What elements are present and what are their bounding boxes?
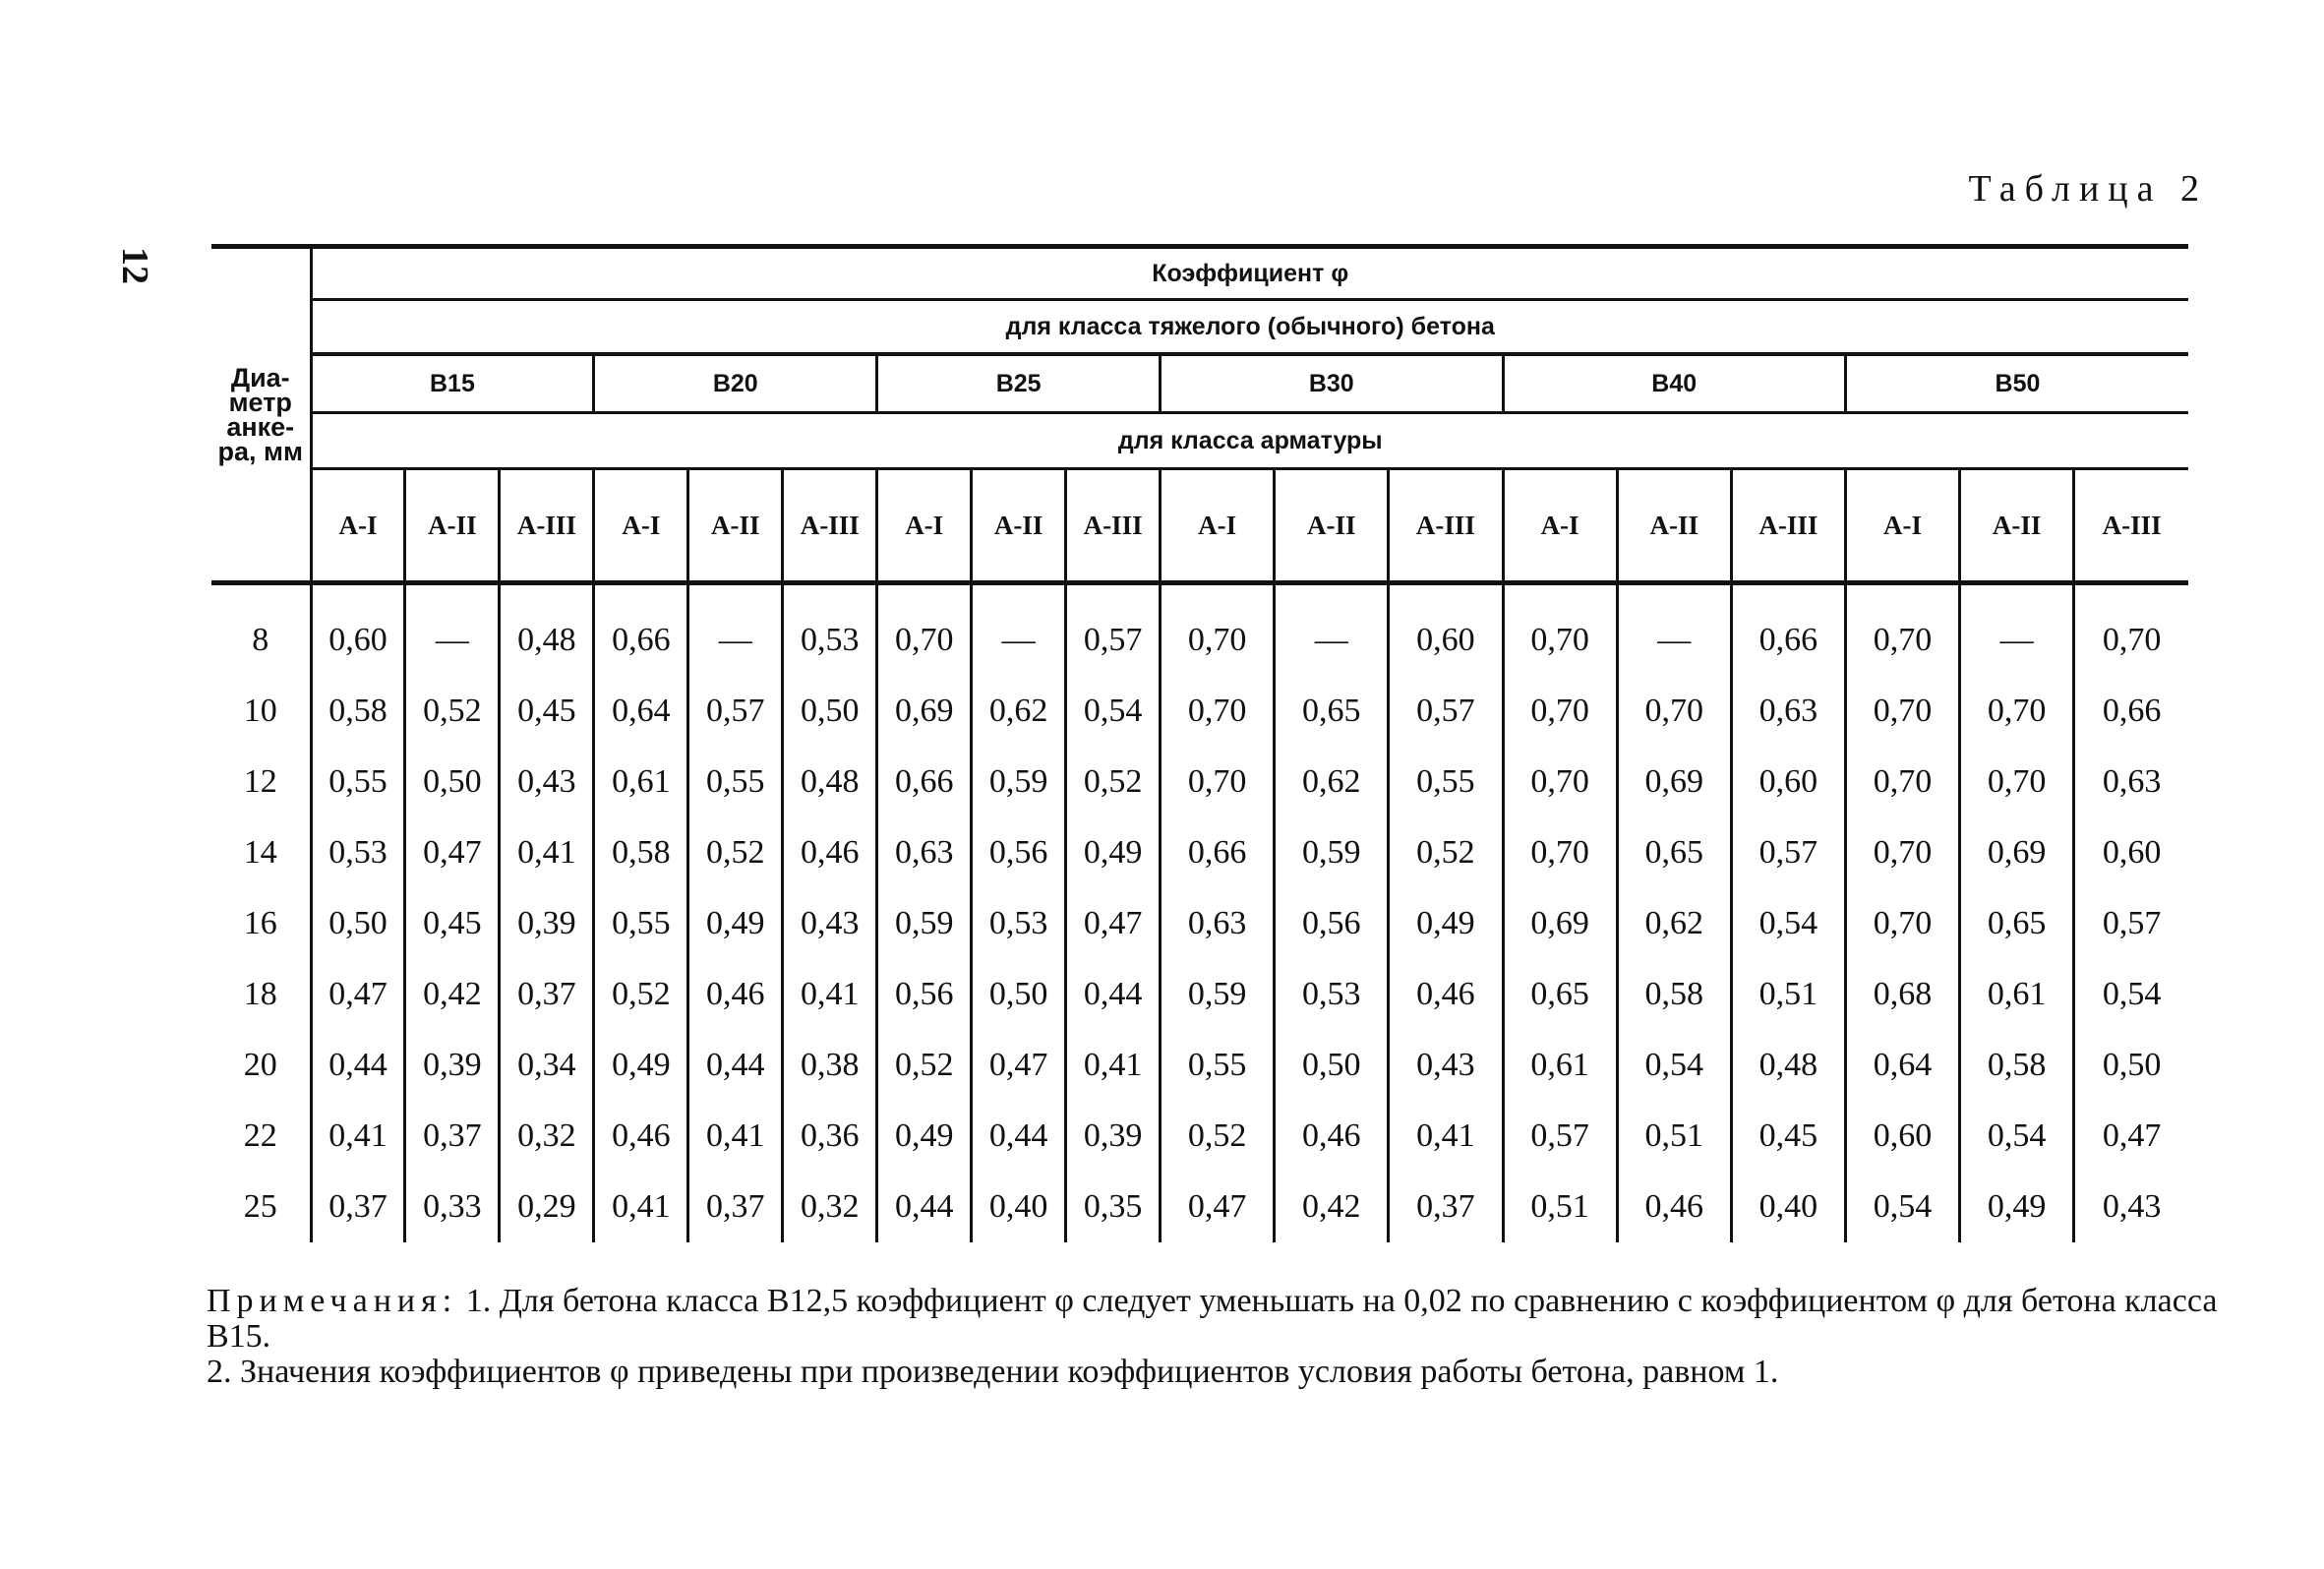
concrete-grade-b30: B30 — [1161, 354, 1503, 413]
table-row — [211, 1030, 2188, 1101]
value-cell: 0,47 — [2074, 1101, 2188, 1172]
value-cell: 0,41 — [594, 1172, 688, 1242]
rebar-class-cell: A-I — [877, 469, 972, 583]
table-row — [211, 817, 2188, 888]
value-cell: 0,47 — [311, 959, 405, 1030]
rebar-class-cell: A-I — [1845, 469, 1959, 583]
value-cell: 0,55 — [311, 747, 405, 817]
value-cell: 0,70 — [1617, 676, 1731, 747]
rebar-class-cell: A-III — [500, 469, 594, 583]
value-cell: 0,69 — [877, 676, 972, 747]
value-cell: 0,69 — [1617, 747, 1731, 817]
value-cell: 0,48 — [500, 585, 594, 676]
value-cell: 0,43 — [783, 888, 877, 959]
table-row — [211, 747, 2188, 817]
value-cell: 0,36 — [783, 1101, 877, 1172]
diameter-header: Диа- метр анке- ра, мм — [211, 249, 311, 583]
value-cell: 0,56 — [972, 817, 1066, 888]
value-cell: 0,41 — [1389, 1101, 1503, 1172]
value-cell: — — [688, 585, 783, 676]
rebar-class-cell: A-II — [1275, 469, 1389, 583]
page-number: 12 — [114, 247, 155, 284]
rebar-class-header: для класса арматуры — [311, 413, 2188, 469]
value-cell: 0,48 — [1731, 1030, 1845, 1101]
value-cell: 0,43 — [1389, 1030, 1503, 1101]
value-cell: 0,51 — [1503, 1172, 1617, 1242]
concrete-grade-b50: B50 — [1845, 354, 2188, 413]
value-cell: 0,70 — [1960, 676, 2074, 747]
value-cell: 0,44 — [311, 1030, 405, 1101]
value-cell: 0,49 — [1960, 1172, 2074, 1242]
value-cell: 0,46 — [783, 817, 877, 888]
value-cell: 0,70 — [1845, 676, 1959, 747]
value-cell: 0,52 — [1066, 747, 1161, 817]
value-cell: 0,43 — [2074, 1172, 2188, 1242]
concrete-grade-b15: B15 — [311, 354, 594, 413]
value-cell: 0,59 — [1275, 817, 1389, 888]
coefficient-header: Коэффициент φ — [311, 249, 2188, 300]
value-cell: 0,47 — [405, 817, 500, 888]
value-cell: 0,49 — [688, 888, 783, 959]
value-cell: 0,44 — [972, 1101, 1066, 1172]
rebar-class-cell: A-II — [1960, 469, 2074, 583]
value-cell: 0,70 — [1503, 747, 1617, 817]
table-body — [211, 585, 2188, 1242]
value-cell: 0,44 — [688, 1030, 783, 1101]
value-cell: 0,56 — [1275, 888, 1389, 959]
value-cell: 0,65 — [1960, 888, 2074, 959]
value-cell: 0,44 — [1066, 959, 1161, 1030]
value-cell: 0,63 — [1161, 888, 1275, 959]
value-cell: 0,37 — [405, 1101, 500, 1172]
value-cell: 0,41 — [688, 1101, 783, 1172]
value-cell: 0,37 — [1389, 1172, 1503, 1242]
table-row — [211, 888, 2188, 959]
value-cell: 0,42 — [1275, 1172, 1389, 1242]
diameter-cell: 22 — [243, 1117, 277, 1154]
diameter-cell: 8 — [252, 622, 269, 658]
value-cell: 0,66 — [877, 747, 972, 817]
value-cell: 0,47 — [1161, 1172, 1275, 1242]
value-cell: 0,47 — [972, 1030, 1066, 1101]
value-cell: 0,70 — [1161, 676, 1275, 747]
rebar-class-cell: A-II — [688, 469, 783, 583]
value-cell: 0,69 — [1960, 817, 2074, 888]
value-cell: 0,49 — [1066, 817, 1161, 888]
table-header — [211, 247, 2188, 586]
value-cell: 0,49 — [594, 1030, 688, 1101]
value-cell: 0,55 — [1389, 747, 1503, 817]
value-cell: 0,59 — [877, 888, 972, 959]
value-cell: 0,54 — [1617, 1030, 1731, 1101]
value-cell: 0,70 — [1845, 817, 1959, 888]
value-cell: 0,53 — [972, 888, 1066, 959]
value-cell: 0,35 — [1066, 1172, 1161, 1242]
value-cell: 0,40 — [1731, 1172, 1845, 1242]
rebar-class-cell: A-II — [405, 469, 500, 583]
notes — [207, 1284, 2223, 1390]
concrete-grade-b25: B25 — [877, 354, 1161, 413]
value-cell: 0,39 — [1066, 1101, 1161, 1172]
value-cell: 0,50 — [783, 676, 877, 747]
value-cell: 0,62 — [1617, 888, 1731, 959]
value-cell: 0,59 — [972, 747, 1066, 817]
value-cell: 0,42 — [405, 959, 500, 1030]
value-cell: 0,70 — [1845, 585, 1959, 676]
value-cell: 0,65 — [1617, 817, 1731, 888]
value-cell: 0,60 — [1731, 747, 1845, 817]
value-cell: 0,55 — [688, 747, 783, 817]
concrete-class-header: для класса тяжелого (обычного) бетона — [311, 300, 2188, 355]
rebar-class-cell: A-III — [1066, 469, 1161, 583]
rebar-class-cell: A-III — [2074, 469, 2188, 583]
value-cell: 0,64 — [594, 676, 688, 747]
diameter-cell: 25 — [243, 1188, 277, 1225]
value-cell: 0,57 — [2074, 888, 2188, 959]
rebar-class-cell: A-III — [1389, 469, 1503, 583]
value-cell: 0,32 — [783, 1172, 877, 1242]
value-cell: 0,46 — [594, 1101, 688, 1172]
value-cell: 0,55 — [594, 888, 688, 959]
value-cell: 0,56 — [877, 959, 972, 1030]
value-cell: 0,53 — [783, 585, 877, 676]
diameter-cell: 10 — [243, 693, 277, 729]
value-cell: 0,60 — [2074, 817, 2188, 888]
value-cell: 0,60 — [311, 585, 405, 676]
value-cell: 0,63 — [1731, 676, 1845, 747]
value-cell: 0,70 — [2074, 585, 2188, 676]
value-cell: 0,65 — [1275, 676, 1389, 747]
value-cell: 0,53 — [311, 817, 405, 888]
value-cell: 0,29 — [500, 1172, 594, 1242]
value-cell: 0,54 — [1731, 888, 1845, 959]
value-cell: 0,65 — [1503, 959, 1617, 1030]
value-cell: 0,54 — [1066, 676, 1161, 747]
rebar-class-cell: A-I — [594, 469, 688, 583]
rebar-class-cell: A-II — [972, 469, 1066, 583]
value-cell: 0,61 — [1960, 959, 2074, 1030]
rebar-class-cell: A-II — [1617, 469, 1731, 583]
value-cell: 0,51 — [1731, 959, 1845, 1030]
value-cell: 0,54 — [2074, 959, 2188, 1030]
value-cell: 0,49 — [877, 1101, 972, 1172]
value-cell: 0,62 — [972, 676, 1066, 747]
notes-heading: Примечания: — [207, 1283, 458, 1319]
value-cell: 0,52 — [405, 676, 500, 747]
value-cell: 0,70 — [1503, 676, 1617, 747]
value-cell: 0,70 — [1161, 585, 1275, 676]
value-cell: 0,50 — [972, 959, 1066, 1030]
value-cell: 0,46 — [1275, 1101, 1389, 1172]
value-cell: 0,57 — [1389, 676, 1503, 747]
value-cell: 0,52 — [1161, 1101, 1275, 1172]
rebar-class-cell: A-III — [1731, 469, 1845, 583]
value-cell: 0,37 — [311, 1172, 405, 1242]
value-cell: 0,60 — [1845, 1101, 1959, 1172]
note-1 — [207, 1284, 2223, 1355]
value-cell: 0,44 — [877, 1172, 972, 1242]
value-cell: 0,70 — [1161, 747, 1275, 817]
concrete-grade-b20: B20 — [594, 354, 877, 413]
value-cell: 0,66 — [1731, 585, 1845, 676]
value-cell: 0,57 — [1503, 1101, 1617, 1172]
value-cell: — — [1275, 585, 1389, 676]
value-cell: 0,47 — [1066, 888, 1161, 959]
table-row — [211, 959, 2188, 1030]
value-cell: 0,58 — [594, 817, 688, 888]
value-cell: — — [1960, 585, 2074, 676]
value-cell: 0,52 — [877, 1030, 972, 1101]
value-cell: 0,45 — [500, 676, 594, 747]
value-cell: 0,45 — [1731, 1101, 1845, 1172]
value-cell: 0,66 — [594, 585, 688, 676]
value-cell: 0,34 — [500, 1030, 594, 1101]
coefficient-table — [211, 244, 2188, 1242]
table-row — [211, 676, 2188, 747]
value-cell: 0,38 — [783, 1030, 877, 1101]
value-cell: 0,64 — [1845, 1030, 1959, 1101]
value-cell: 0,59 — [1161, 959, 1275, 1030]
value-cell: 0,58 — [1617, 959, 1731, 1030]
value-cell: 0,62 — [1275, 747, 1389, 817]
value-cell: 0,54 — [1845, 1172, 1959, 1242]
value-cell: 0,57 — [1066, 585, 1161, 676]
value-cell: 0,41 — [783, 959, 877, 1030]
value-cell: 0,37 — [500, 959, 594, 1030]
value-cell: 0,69 — [1503, 888, 1617, 959]
value-cell: 0,43 — [500, 747, 594, 817]
diameter-cell: 12 — [243, 763, 277, 800]
value-cell: 0,58 — [311, 676, 405, 747]
value-cell: 0,50 — [405, 747, 500, 817]
value-cell: 0,39 — [405, 1030, 500, 1101]
diameter-cell: 14 — [243, 834, 277, 871]
value-cell: 0,60 — [1389, 585, 1503, 676]
value-cell: — — [1617, 585, 1731, 676]
value-cell: 0,68 — [1845, 959, 1959, 1030]
value-cell: 0,41 — [1066, 1030, 1161, 1101]
note-1-text: 1. Для бетона класса B12,5 коэффициент φ следует уменьшать на 0,02 по сравнению с коэффициентом φ для бетона класса B15. — [207, 1283, 2218, 1355]
value-cell: 0,63 — [877, 817, 972, 888]
value-cell: 0,66 — [1161, 817, 1275, 888]
value-cell: 0,50 — [2074, 1030, 2188, 1101]
value-cell: 0,70 — [1503, 817, 1617, 888]
value-cell: 0,66 — [2074, 676, 2188, 747]
value-cell: 0,70 — [1960, 747, 2074, 817]
value-cell: 0,45 — [405, 888, 500, 959]
rebar-class-cell: A-III — [783, 469, 877, 583]
rebar-class-cell: A-I — [1503, 469, 1617, 583]
value-cell: 0,46 — [688, 959, 783, 1030]
value-cell: 0,54 — [1960, 1101, 2074, 1172]
value-cell: — — [405, 585, 500, 676]
value-cell: 0,33 — [405, 1172, 500, 1242]
value-cell: 0,51 — [1617, 1101, 1731, 1172]
value-cell: 0,52 — [688, 817, 783, 888]
value-cell: 0,61 — [594, 747, 688, 817]
value-cell: 0,70 — [1845, 747, 1959, 817]
value-cell: 0,46 — [1389, 959, 1503, 1030]
value-cell: 0,32 — [500, 1101, 594, 1172]
value-cell: 0,48 — [783, 747, 877, 817]
value-cell: 0,70 — [877, 585, 972, 676]
value-cell: 0,41 — [311, 1101, 405, 1172]
value-cell: 0,57 — [1731, 817, 1845, 888]
value-cell: — — [972, 585, 1066, 676]
diameter-cell: 16 — [243, 905, 277, 941]
table-row — [211, 1172, 2188, 1242]
rebar-class-cell: A-I — [1161, 469, 1275, 583]
value-cell: 0,61 — [1503, 1030, 1617, 1101]
value-cell: 0,40 — [972, 1172, 1066, 1242]
rebar-class-cell: A-I — [338, 510, 378, 540]
table-title: Таблица 2 — [1968, 168, 2208, 210]
value-cell: 0,52 — [594, 959, 688, 1030]
value-cell: 0,58 — [1960, 1030, 2074, 1101]
table-row — [211, 1101, 2188, 1172]
value-cell: 0,63 — [2074, 747, 2188, 817]
value-cell: 0,50 — [1275, 1030, 1389, 1101]
value-cell: 0,57 — [688, 676, 783, 747]
value-cell: 0,46 — [1617, 1172, 1731, 1242]
table-row — [211, 585, 2188, 676]
value-cell: 0,52 — [1389, 817, 1503, 888]
value-cell: 0,55 — [1161, 1030, 1275, 1101]
value-cell: 0,37 — [688, 1172, 783, 1242]
value-cell: 0,49 — [1389, 888, 1503, 959]
diameter-cell: 18 — [243, 976, 277, 1012]
note-2: 2. Значения коэффициентов φ приведены при произведении коэффициентов условия работы бетона, равном 1. — [207, 1354, 1779, 1390]
value-cell: 0,53 — [1275, 959, 1389, 1030]
value-cell: 0,39 — [500, 888, 594, 959]
value-cell: 0,70 — [1845, 888, 1959, 959]
value-cell: 0,70 — [1503, 585, 1617, 676]
value-cell: 0,50 — [311, 888, 405, 959]
value-cell: 0,41 — [500, 817, 594, 888]
diameter-cell: 20 — [243, 1047, 277, 1083]
concrete-grade-b40: B40 — [1503, 354, 1845, 413]
